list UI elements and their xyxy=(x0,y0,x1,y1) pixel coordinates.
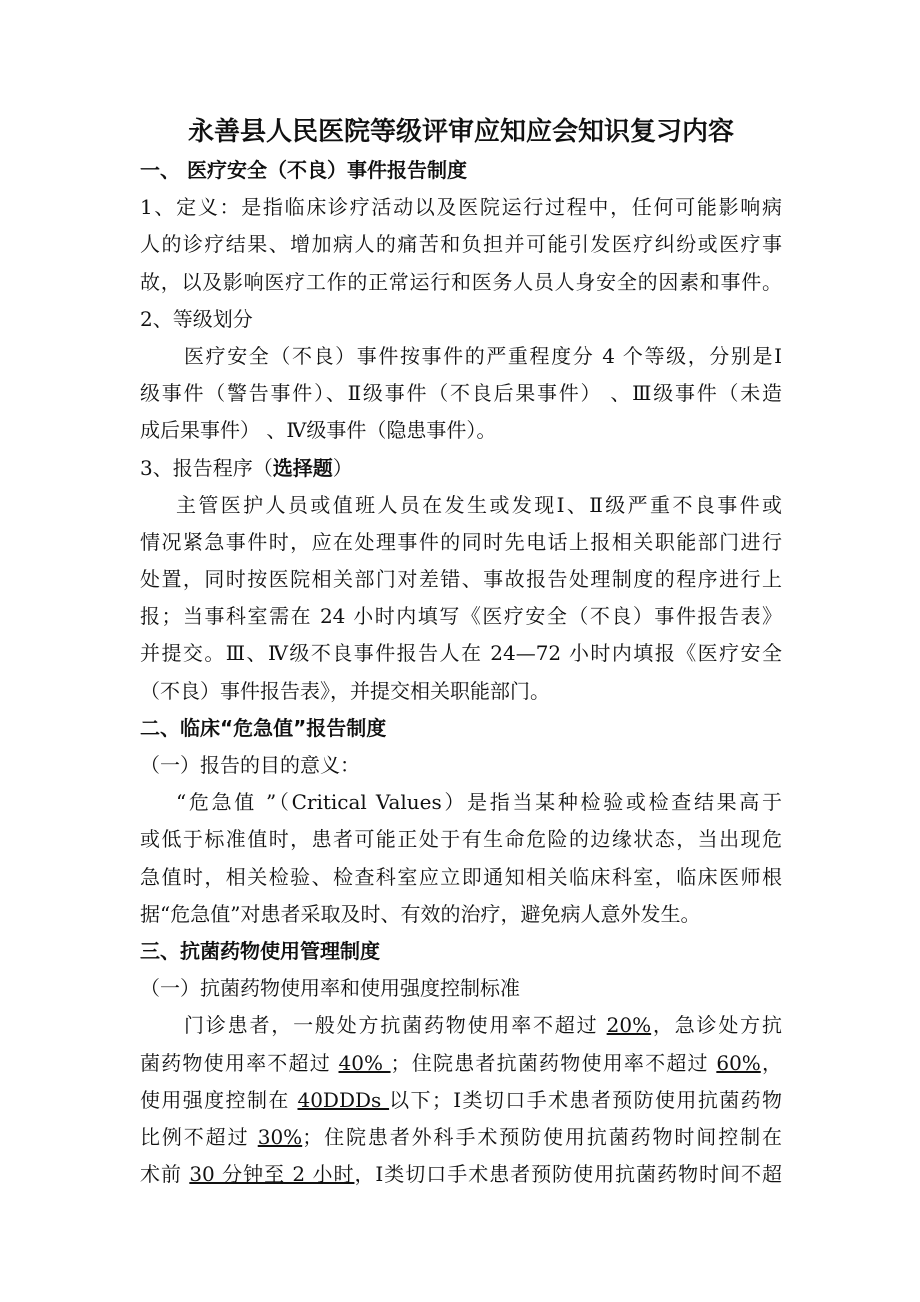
text-segment: 比例不超过 xyxy=(140,1124,258,1149)
text-line xyxy=(140,635,782,672)
text-segment: 据“危急值”对患者采取及时、有效的治疗，避免病人意外发生。 xyxy=(140,901,701,926)
text-segment: ，急诊处方抗 xyxy=(651,1013,782,1038)
text-segment: ， xyxy=(760,1050,783,1075)
underlined-value: 60% xyxy=(716,1050,761,1075)
text-segment: 三、抗菌药物使用管理制度 xyxy=(140,938,380,963)
text-line xyxy=(140,450,782,487)
text-segment: 报；当事科室需在 24 小时内填写《医疗安全（不良）事件报告表》 xyxy=(140,604,782,629)
text-segment: 二、临床“危急值”报告制度 xyxy=(140,715,387,740)
document-title: 永善县人民医院等级评审应知应会知识复习内容 xyxy=(187,117,734,147)
text-line xyxy=(140,561,782,598)
text-segment: 一、 医疗安全（不良）事件报告制度 xyxy=(140,158,467,182)
text-segment: ，Ⅰ类切口手术患者预防使用抗菌药物时间不超 xyxy=(354,1162,783,1187)
text-segment: 并提交。Ⅲ、Ⅳ级不良事件报告人在 24—72 小时内填报《医疗安全 xyxy=(140,641,782,666)
text-segment: 情况紧急事件时，应在处理事件的同时先电话上报相关职能部门进行 xyxy=(140,529,782,554)
text-segment: 主管医护人员或值班人员在发生或发现Ⅰ、Ⅱ级严重不良事件或 xyxy=(176,492,782,517)
text-segment: 1、定义：是指临床诊疗活动以及医院运行过程中，任何可能影响病 xyxy=(140,195,782,220)
text-line xyxy=(140,747,782,784)
underlined-value: 40DDDs xyxy=(297,1087,390,1112)
underlined-value: 40% xyxy=(338,1050,391,1075)
text-line xyxy=(140,1082,782,1119)
section-heading xyxy=(140,710,782,747)
section-heading xyxy=(140,933,782,970)
text-line xyxy=(140,189,782,226)
text-segment: 人的诊疗结果、增加病人的痛苦和负担并可能引发医疗纠纷或医疗事 xyxy=(140,232,782,257)
text-segment: 3、报告程序（ xyxy=(140,455,273,480)
text-line xyxy=(140,784,782,821)
text-segment: 术前 xyxy=(140,1162,190,1187)
text-segment: 级事件（警告事件）、Ⅱ级事件（不良后果事件） 、Ⅲ级事件（未造 xyxy=(140,381,782,406)
text-line xyxy=(140,598,782,635)
text-segment: 急值时，相关检验、检查科室应立即通知相关临床科室，临床医师根 xyxy=(140,864,782,889)
text-segment: （一）报告的目的意义： xyxy=(140,753,360,777)
text-segment: 2、等级划分 xyxy=(140,306,253,331)
text-segment: （不良）事件报告表》，并提交相关职能部门。 xyxy=(140,678,550,703)
text-line xyxy=(140,264,782,301)
text-segment: ） xyxy=(332,455,353,480)
text-segment: 使用强度控制在 xyxy=(140,1087,298,1112)
text-segment: 门诊患者，一般处方抗菌药物使用率不超过 xyxy=(184,1013,607,1038)
text-line xyxy=(140,375,782,412)
section-heading xyxy=(140,152,782,189)
bold-text: 选择题 xyxy=(272,455,333,480)
text-line xyxy=(140,524,782,561)
text-segment: 医疗安全（不良）事件按事件的严重程度分 4 个等级，分别是Ⅰ xyxy=(184,343,782,368)
text-line xyxy=(140,859,782,896)
document-body xyxy=(140,152,782,1193)
text-segment: 处置，同时按医院相关部门对差错、事故报告处理制度的程序进行上 xyxy=(140,567,782,592)
text-line xyxy=(140,226,782,263)
text-line xyxy=(140,1045,782,1082)
text-segment: （一）抗菌药物使用率和使用强度控制标准 xyxy=(140,976,520,1001)
text-line xyxy=(140,1156,782,1193)
text-line xyxy=(140,970,782,1007)
text-line xyxy=(140,821,782,858)
text-segment: 故，以及影响医疗工作的正常运行和医务人员人身安全的因素和事件。 xyxy=(140,269,782,294)
text-line xyxy=(140,673,782,710)
underlined-value: 30% xyxy=(257,1124,303,1149)
text-line xyxy=(140,487,782,524)
text-line xyxy=(140,1119,782,1156)
text-line xyxy=(140,338,782,375)
underlined-value: 30 分钟至 2 小时 xyxy=(189,1162,355,1187)
text-line xyxy=(140,301,782,338)
text-line xyxy=(140,896,782,933)
text-segment: ；住院患者外科手术预防使用抗菌药物时间控制在 xyxy=(302,1124,782,1149)
text-line xyxy=(140,412,782,449)
text-segment: 菌药物使用率不超过 xyxy=(140,1050,339,1075)
document-page xyxy=(140,112,782,1193)
text-segment: 成后果事件） 、Ⅳ级事件（隐患事件）。 xyxy=(140,418,497,443)
underlined-value: 20% xyxy=(606,1013,652,1038)
text-segment: “危急值 ”（Critical Values）是指当某种检验或检查结果高于 xyxy=(176,790,782,815)
text-segment: 以下；Ⅰ类切口手术患者预防使用抗菌药物 xyxy=(389,1087,782,1112)
text-segment: ；住院患者抗菌药物使用率不超过 xyxy=(390,1050,717,1075)
text-segment: 或低于标准值时，患者可能正处于有生命危险的边缘状态，当出现危 xyxy=(140,827,782,852)
text-line xyxy=(140,1007,782,1044)
